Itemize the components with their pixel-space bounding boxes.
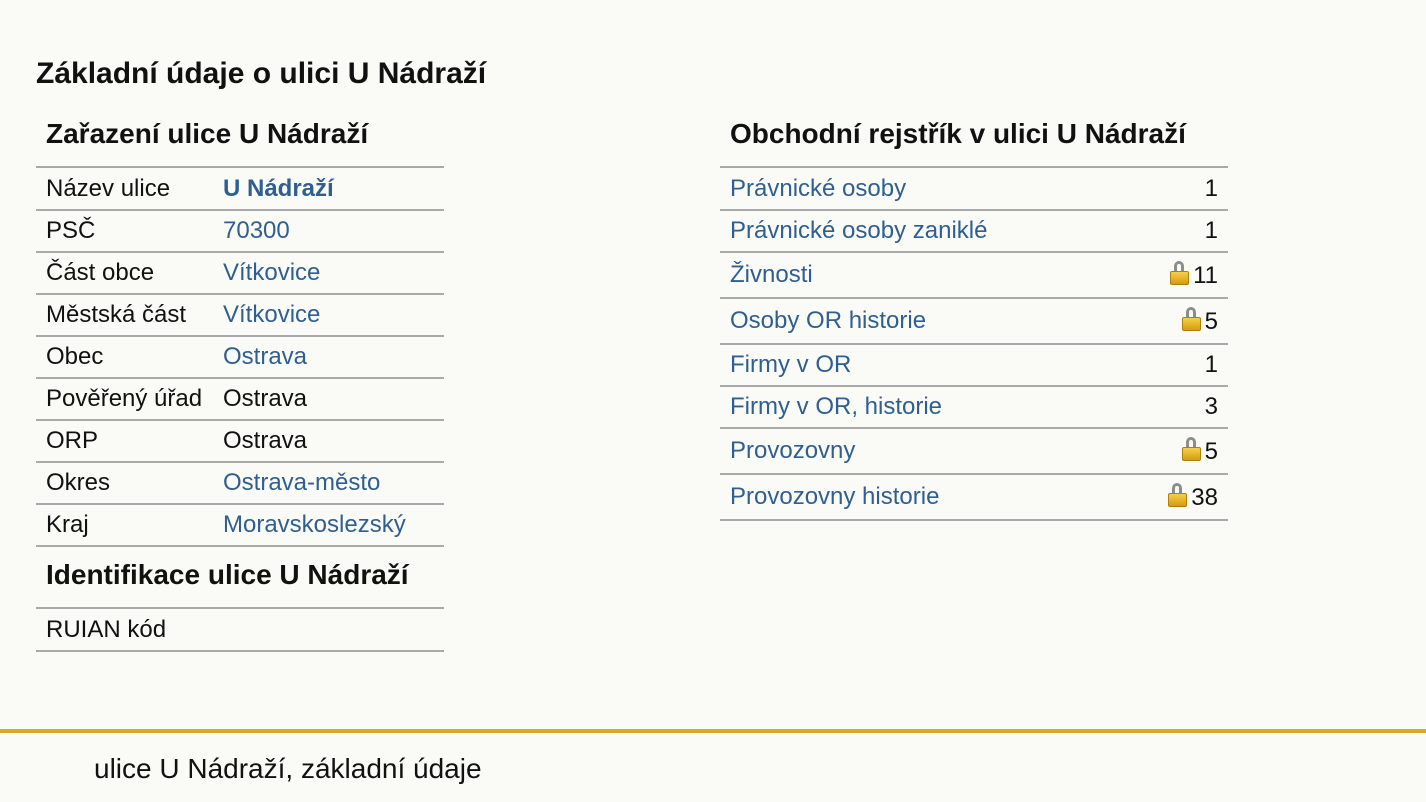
region-link[interactable]: Moravskoslezský xyxy=(223,511,406,538)
district-link[interactable]: Ostrava-město xyxy=(223,469,381,496)
row-value xyxy=(223,462,444,504)
row-key: Název ulice xyxy=(36,168,223,210)
table-row xyxy=(36,504,444,546)
row-value xyxy=(223,336,444,378)
row-value: Ostrava xyxy=(223,378,444,420)
table-row xyxy=(720,474,1228,520)
table-row xyxy=(720,168,1228,210)
table-row xyxy=(36,336,444,378)
table-row xyxy=(720,386,1228,428)
row-count: 1 xyxy=(1148,168,1228,210)
page-title: Základní údaje o ulici U Nádraží xyxy=(36,57,487,90)
table-row xyxy=(36,210,444,252)
premises-history-link[interactable]: Provozovny historie xyxy=(730,483,940,510)
row-label xyxy=(720,168,1148,210)
table-row xyxy=(36,294,444,336)
table-row xyxy=(36,462,444,504)
lock-icon xyxy=(1168,483,1188,507)
row-key: RUIAN kód xyxy=(36,609,223,651)
row-key: Pověřený úřad xyxy=(36,378,223,420)
table-row xyxy=(36,168,444,210)
table-row xyxy=(720,344,1228,386)
row-count: 1 xyxy=(1148,344,1228,386)
defunct-legal-entities-link[interactable]: Právnické osoby zaniklé xyxy=(730,217,988,244)
row-label xyxy=(720,428,1148,474)
row-value xyxy=(223,210,444,252)
postal-code-link[interactable]: 70300 xyxy=(223,217,290,244)
row-value xyxy=(223,294,444,336)
lock-icon xyxy=(1170,261,1190,285)
row-count xyxy=(1148,252,1228,298)
lock-icon xyxy=(1182,307,1202,331)
row-key: PSČ xyxy=(36,210,223,252)
street-name-link[interactable]: U Nádraží xyxy=(223,174,334,202)
row-key: Kraj xyxy=(36,504,223,546)
row-label xyxy=(720,210,1148,252)
classification-table xyxy=(36,168,444,547)
table-row xyxy=(720,428,1228,474)
row-value: Ostrava xyxy=(223,420,444,462)
footer-divider xyxy=(0,729,1426,733)
row-key: Okres xyxy=(36,462,223,504)
business-register-title: Obchodní rejstřík v ulici U Nádraží xyxy=(720,112,1228,168)
identification-table xyxy=(36,609,444,652)
table-row xyxy=(720,252,1228,298)
table-row xyxy=(36,609,444,651)
row-label xyxy=(720,386,1148,428)
business-register-panel xyxy=(720,112,1228,521)
count-value: 38 xyxy=(1191,483,1218,511)
row-count xyxy=(1148,474,1228,520)
row-label xyxy=(720,298,1148,344)
row-label xyxy=(720,252,1148,298)
lock-icon xyxy=(1182,437,1202,461)
classification-title: Zařazení ulice U Nádraží xyxy=(36,112,444,168)
row-count xyxy=(1148,298,1228,344)
row-value xyxy=(223,168,444,210)
table-row xyxy=(36,378,444,420)
row-count: 1 xyxy=(1148,210,1228,252)
street-classification-panel xyxy=(36,112,444,652)
companies-history-link[interactable]: Firmy v OR, historie xyxy=(730,393,943,420)
municipality-link[interactable]: Ostrava xyxy=(223,343,308,370)
row-value xyxy=(223,609,444,651)
row-label xyxy=(720,474,1148,520)
row-value xyxy=(223,504,444,546)
city-district-link[interactable]: Vítkovice xyxy=(223,301,321,328)
persons-history-link[interactable]: Osoby OR historie xyxy=(730,307,927,334)
count-value: 11 xyxy=(1193,261,1218,289)
legal-entities-link[interactable]: Právnické osoby xyxy=(730,174,907,202)
business-register-table xyxy=(720,168,1228,521)
row-count: 3 xyxy=(1148,386,1228,428)
trade-licences-link[interactable]: Živnosti xyxy=(730,261,813,288)
identification-title: Identifikace ulice U Nádraží xyxy=(36,547,444,609)
table-row xyxy=(720,210,1228,252)
count-value: 5 xyxy=(1204,437,1218,465)
table-row xyxy=(36,252,444,294)
row-key: Obec xyxy=(36,336,223,378)
row-key: Městská část xyxy=(36,294,223,336)
footer-text: ulice U Nádraží, základní údaje xyxy=(94,753,482,784)
table-row xyxy=(36,420,444,462)
table-row xyxy=(720,298,1228,344)
count-value: 5 xyxy=(1204,307,1218,335)
row-key: Část obce xyxy=(36,252,223,294)
row-count xyxy=(1148,428,1228,474)
municipality-part-link[interactable]: Vítkovice xyxy=(223,259,321,286)
row-key: ORP xyxy=(36,420,223,462)
companies-link[interactable]: Firmy v OR xyxy=(730,351,852,378)
row-value xyxy=(223,252,444,294)
row-label xyxy=(720,344,1148,386)
premises-link[interactable]: Provozovny xyxy=(730,437,856,464)
